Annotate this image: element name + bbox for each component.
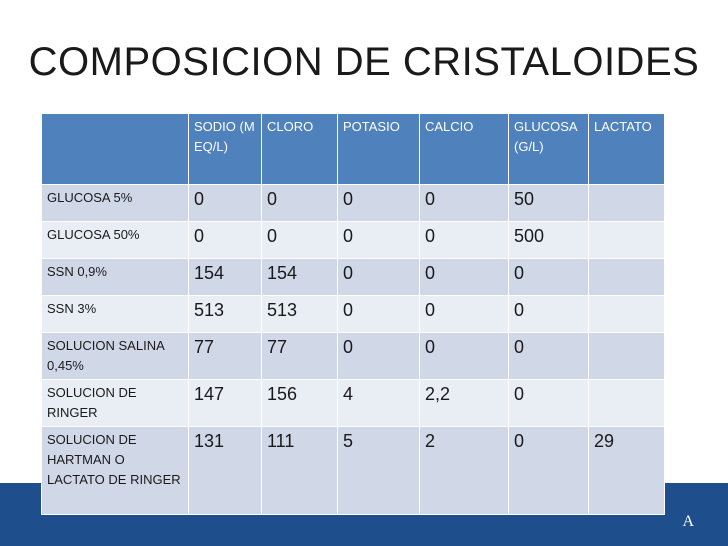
cell-sodio: 131 — [189, 427, 262, 515]
cell-cloro: 0 — [262, 185, 338, 222]
cell-potasio: 0 — [338, 333, 420, 380]
header-cell-sodio: SODIO (MEQ/L) — [189, 114, 262, 185]
row-label: SOLUCION DE HARTMAN O LACTATO DE RINGER — [42, 427, 189, 515]
cell-glucosa: 50 — [509, 185, 589, 222]
cell-glucosa: 0 — [509, 259, 589, 296]
cell-lactato — [589, 380, 665, 427]
cell-cloro: 156 — [262, 380, 338, 427]
cell-calcio: 2 — [420, 427, 509, 515]
cell-lactato: 29 — [589, 427, 665, 515]
cell-cloro: 77 — [262, 333, 338, 380]
table-row — [42, 222, 665, 259]
cell-potasio: 5 — [338, 427, 420, 515]
cell-glucosa: 0 — [509, 333, 589, 380]
cell-calcio: 0 — [420, 222, 509, 259]
cell-sodio: 513 — [189, 296, 262, 333]
cell-lactato — [589, 333, 665, 380]
cell-sodio: 0 — [189, 185, 262, 222]
header-cell-glucosa: GLUCOSA (G/L) — [509, 114, 589, 185]
table-row — [42, 259, 665, 296]
cell-potasio: 0 — [338, 259, 420, 296]
cell-lactato — [589, 259, 665, 296]
cell-sodio: 77 — [189, 333, 262, 380]
cell-cloro: 0 — [262, 222, 338, 259]
row-label: GLUCOSA 50% — [42, 222, 189, 259]
cell-calcio: 2,2 — [420, 380, 509, 427]
slide-title: COMPOSICION DE CRISTALOIDES — [28, 40, 700, 84]
cell-sodio: 147 — [189, 380, 262, 427]
cell-potasio: 4 — [338, 380, 420, 427]
header-cell-empty — [42, 114, 189, 185]
cell-cloro: 111 — [262, 427, 338, 515]
cell-glucosa: 0 — [509, 427, 589, 515]
row-label: SSN 0,9% — [42, 259, 189, 296]
cell-calcio: 0 — [420, 296, 509, 333]
header-cell-calcio: CALCIO — [420, 114, 509, 185]
cell-glucosa: 0 — [509, 296, 589, 333]
cell-lactato — [589, 296, 665, 333]
header-cell-cloro: CLORO — [262, 114, 338, 185]
cell-cloro: 513 — [262, 296, 338, 333]
cell-glucosa: 0 — [509, 380, 589, 427]
composition-table — [41, 113, 665, 515]
table-row — [42, 380, 665, 427]
header-row — [42, 114, 665, 185]
table-row — [42, 427, 665, 515]
footer-fragment: A — [682, 513, 694, 530]
row-label: GLUCOSA 5% — [42, 185, 189, 222]
header-cell-lactato: LACTATO — [589, 114, 665, 185]
cell-calcio: 0 — [420, 333, 509, 380]
cell-cloro: 154 — [262, 259, 338, 296]
cell-lactato — [589, 185, 665, 222]
table-row — [42, 333, 665, 380]
table-row — [42, 185, 665, 222]
header-cell-potasio: POTASIO — [338, 114, 420, 185]
cell-lactato — [589, 222, 665, 259]
cell-sodio: 0 — [189, 222, 262, 259]
row-label: SSN 3% — [42, 296, 189, 333]
cell-calcio: 0 — [420, 185, 509, 222]
cell-potasio: 0 — [338, 185, 420, 222]
table-row — [42, 296, 665, 333]
row-label: SOLUCION DE RINGER — [42, 380, 189, 427]
cell-calcio: 0 — [420, 259, 509, 296]
cell-glucosa: 500 — [509, 222, 589, 259]
row-label: SOLUCION SALINA 0,45% — [42, 333, 189, 380]
cell-potasio: 0 — [338, 222, 420, 259]
cell-sodio: 154 — [189, 259, 262, 296]
cell-potasio: 0 — [338, 296, 420, 333]
